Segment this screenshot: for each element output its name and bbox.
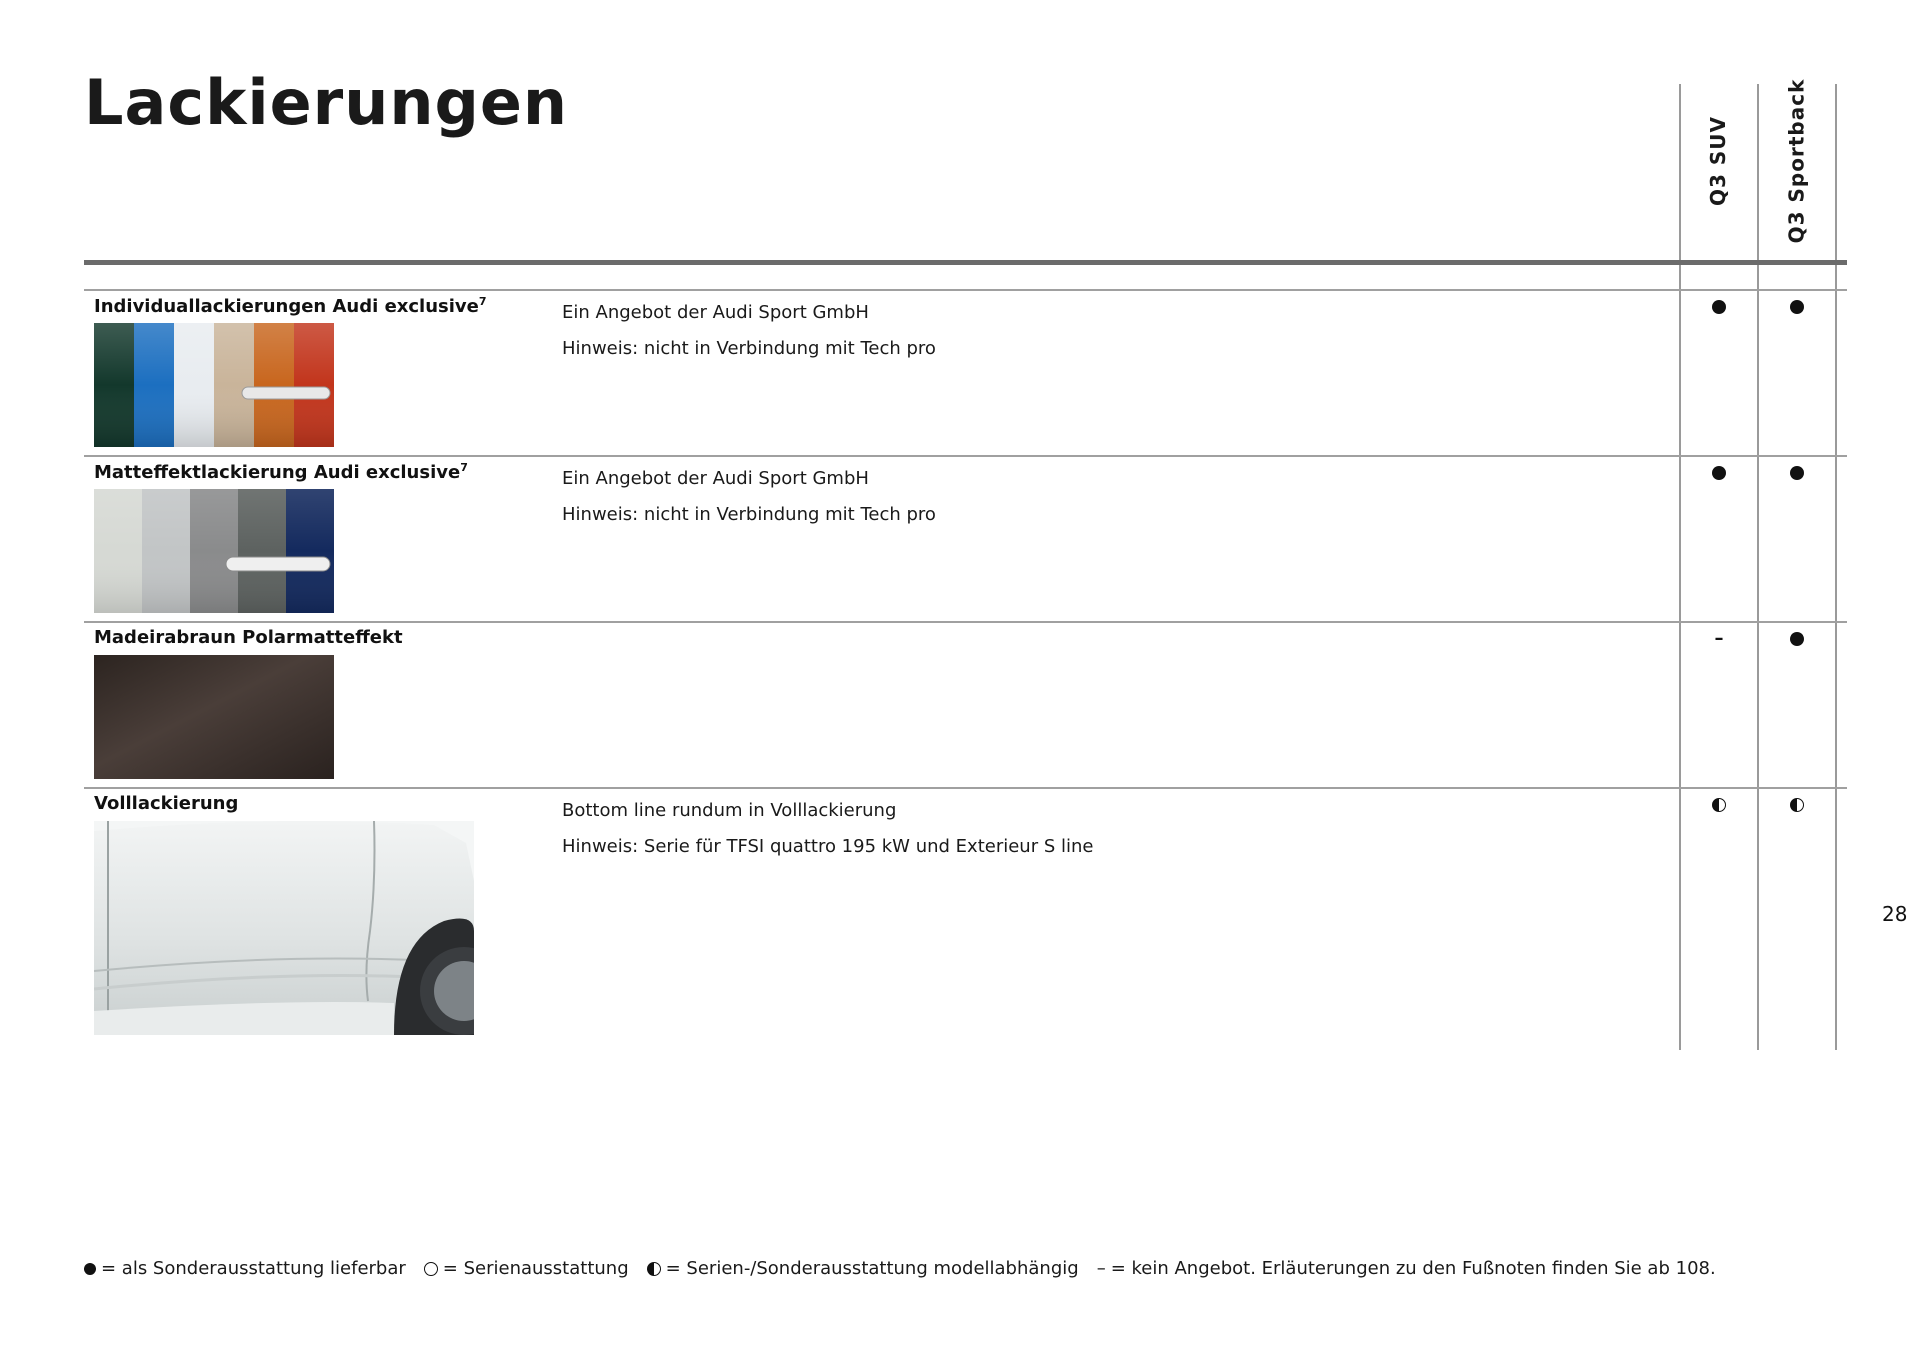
legend [84, 1258, 1734, 1279]
half-circle-icon [1712, 798, 1726, 812]
table-row [84, 621, 1847, 789]
availability-mark-q3-suv [1681, 793, 1757, 817]
page-number: 28 [1882, 902, 1908, 926]
column-header-q3-sportback: Q3 Sportback [1784, 78, 1809, 244]
table-row [84, 455, 1847, 623]
availability-mark-q3-suv [1681, 461, 1757, 485]
legend-item: = Serienausstattung [424, 1258, 629, 1279]
row-description: Bottom line rundum in Volllackierung Hinweis: Serie für TFSI quattro 195 kW und Exterieur S line [562, 800, 1094, 857]
row-title: Madeirabraun Polarmatteffekt [94, 627, 403, 648]
dash-icon: – [1714, 628, 1724, 649]
car-side-photo [94, 821, 474, 1035]
filled-dot-icon [1712, 466, 1726, 480]
header-rule [84, 260, 1847, 265]
row-description: Ein Angebot der Audi Sport GmbH Hinweis: nicht in Verbindung mit Tech pro [562, 302, 936, 359]
filled-dot-icon [1712, 300, 1726, 314]
half-circle-icon [1790, 798, 1804, 812]
open-circle-icon [424, 1262, 438, 1276]
row-description: Ein Angebot der Audi Sport GmbH Hinweis: nicht in Verbindung mit Tech pro [562, 468, 936, 525]
matte-paint-swatch [94, 489, 334, 613]
filled-dot-icon [1790, 466, 1804, 480]
table-row [84, 787, 1847, 1043]
half-circle-icon [647, 1262, 661, 1276]
table-row [84, 289, 1847, 457]
availability-mark-q3-sportback [1759, 295, 1835, 319]
row-title: Individuallackierungen Audi exclusive$^7$ [94, 295, 487, 317]
availability-mark-q3-sportback [1759, 627, 1835, 651]
column-header-q3-suv: Q3 SUV [1706, 115, 1731, 207]
legend-item: – = kein Angebot. Erläuterungen zu den Fußnoten finden Sie ab 108. [1096, 1258, 1716, 1279]
availability-mark-q3-suv [1681, 627, 1757, 651]
availability-mark-q3-suv [1681, 295, 1757, 319]
filled-dot-icon [1790, 632, 1804, 646]
availability-mark-q3-sportback [1759, 461, 1835, 485]
dash-icon: – [1096, 1258, 1106, 1279]
row-title: Volllackierung [94, 793, 239, 814]
page-title: Lackierungen [84, 66, 569, 139]
row-title: Matteffektlackierung Audi exclusive$^7$ [94, 461, 468, 483]
footnote-marker: 7 [478, 295, 487, 308]
footnote-marker: 7 [460, 461, 468, 474]
legend-item: = als Sonderausstattung lieferbar [84, 1258, 406, 1279]
legend-item: = Serien-/Sonderausstattung modellabhängig [647, 1258, 1079, 1279]
filled-dot-icon [1790, 300, 1804, 314]
multicolor-paint-swatch [94, 323, 334, 447]
filled-dot-icon [84, 1263, 96, 1275]
brown-paint-swatch [94, 655, 334, 779]
availability-mark-q3-sportback [1759, 793, 1835, 817]
